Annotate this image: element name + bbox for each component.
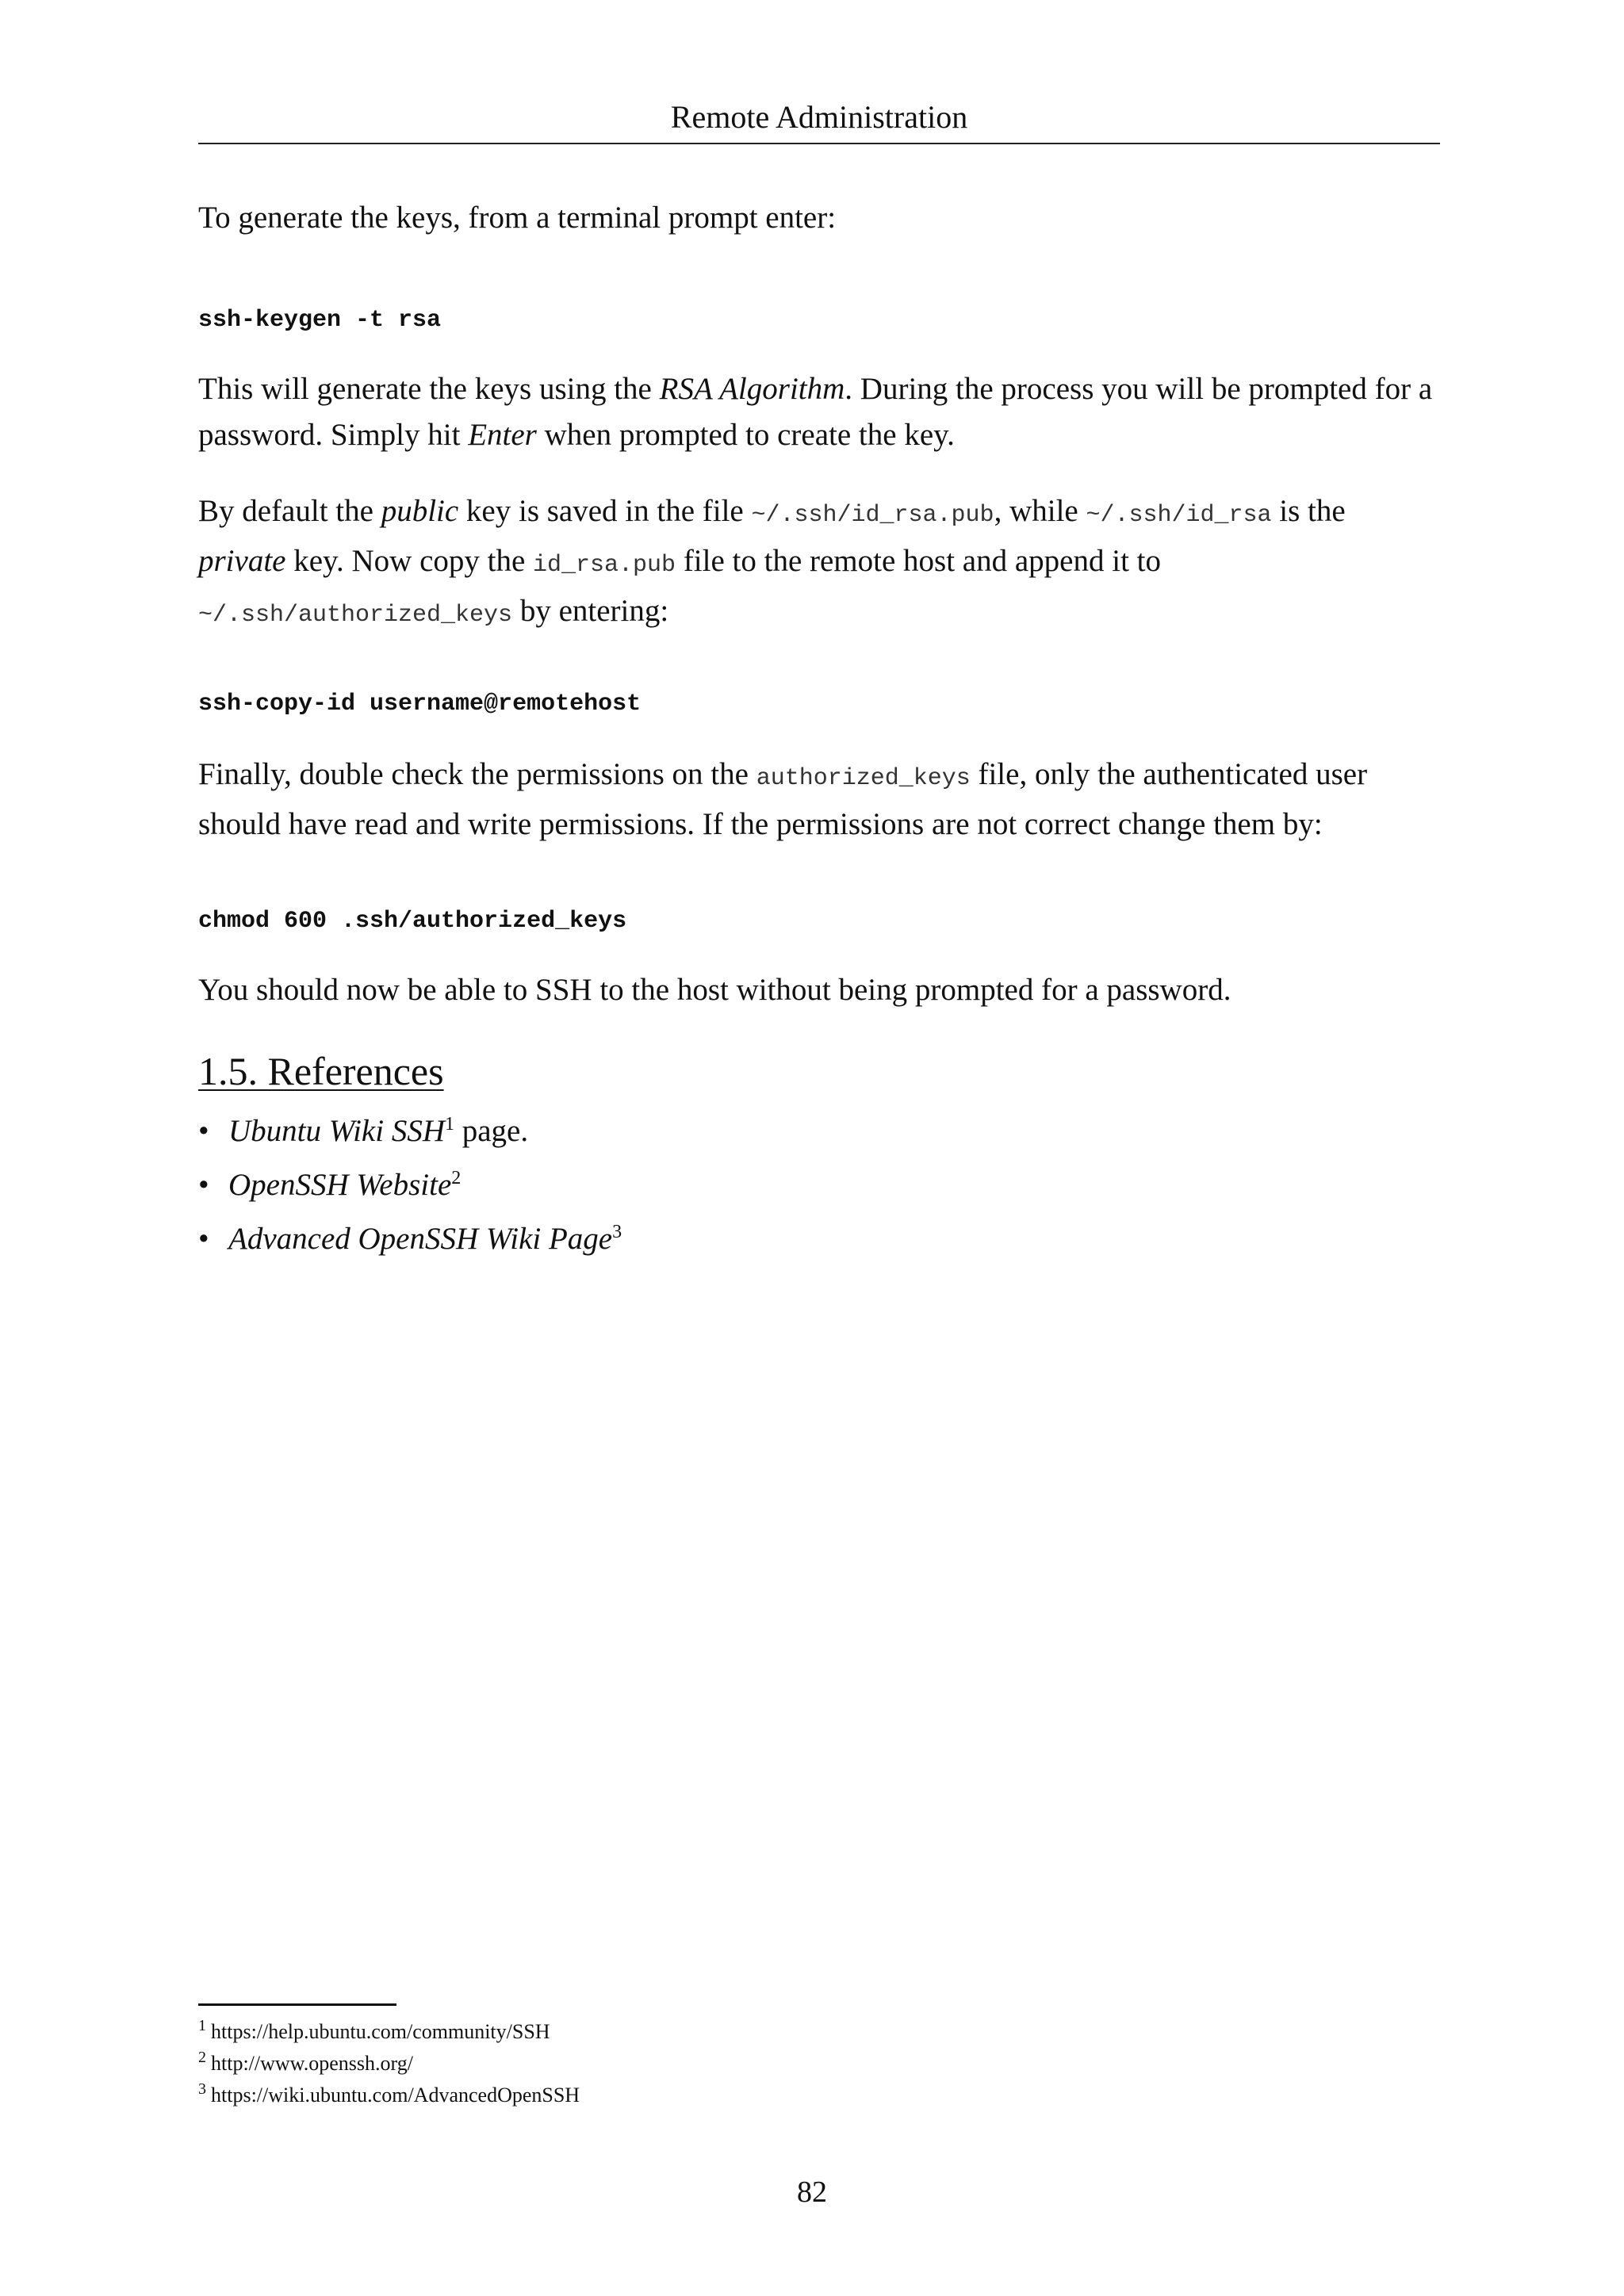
footnotes bbox=[198, 2016, 580, 2111]
footnote-divider bbox=[198, 2003, 396, 2006]
bullet: • bbox=[198, 1222, 209, 1256]
inline-code-privkey-path: ~/.ssh/id_rsa bbox=[1086, 502, 1272, 529]
page-number: 82 bbox=[797, 2175, 827, 2209]
text: Finally, double check the permissions on the bbox=[198, 757, 756, 791]
inline-code-authorized-keys: authorized_keys bbox=[756, 765, 971, 792]
footnote bbox=[198, 2080, 580, 2111]
text: by entering: bbox=[512, 594, 669, 628]
text: when prompted to create the key. bbox=[536, 418, 955, 452]
footnote bbox=[198, 2048, 580, 2080]
text: is the bbox=[1271, 494, 1346, 528]
footnote-number: 2 bbox=[198, 2049, 206, 2067]
code-chmod: chmod 600 .ssh/authorized_keys bbox=[198, 908, 627, 935]
reference-item[interactable] bbox=[198, 1216, 622, 1270]
text: This will generate the keys using the bbox=[198, 372, 660, 406]
reference-link[interactable]: OpenSSH Website bbox=[228, 1168, 452, 1202]
text: key. Now copy the bbox=[285, 544, 534, 578]
header-divider bbox=[198, 143, 1440, 144]
section-heading: 1.5. References bbox=[198, 1049, 444, 1093]
running-header: Remote Administration bbox=[670, 99, 968, 135]
bullet: • bbox=[198, 1114, 209, 1148]
paragraph-intro: To generate the keys, from a terminal prompt enter: bbox=[198, 201, 837, 235]
footnote-url[interactable]: https://help.ubuntu.com/community/SSH bbox=[211, 2020, 550, 2043]
reference-link[interactable]: Ubuntu Wiki SSH bbox=[228, 1114, 445, 1148]
footnote-number: 1 bbox=[198, 2017, 206, 2035]
text: . During the process you will be prompted for a password. Simply hit bbox=[198, 372, 1433, 452]
text: file to the remote host and append it to bbox=[676, 544, 1161, 578]
inline-code-id-rsa-pub: id_rsa.pub bbox=[533, 552, 676, 579]
code-ssh-keygen: ssh-keygen -t rsa bbox=[198, 307, 442, 334]
footnote-url[interactable]: https://wiki.ubuntu.com/AdvancedOpenSSH bbox=[211, 2084, 580, 2107]
reference-link[interactable]: Advanced OpenSSH Wiki Page bbox=[228, 1222, 613, 1256]
footnote bbox=[198, 2016, 580, 2048]
footnote-url[interactable]: http://www.openssh.org/ bbox=[211, 2052, 413, 2075]
emphasis-rsa-algorithm: RSA Algorithm bbox=[659, 372, 845, 406]
bullet: • bbox=[198, 1168, 209, 1202]
emphasis-enter: Enter bbox=[468, 418, 537, 452]
emphasis-public: public bbox=[381, 494, 459, 528]
code-ssh-copy-id: ssh-copy-id username@remotehost bbox=[198, 691, 642, 718]
footnote-ref: 3 bbox=[612, 1222, 622, 1242]
paragraph-conclusion: You should now be able to SSH to the host without being prompted for a password. bbox=[198, 973, 1231, 1007]
reference-item[interactable] bbox=[198, 1108, 622, 1162]
footnote-ref: 2 bbox=[451, 1168, 462, 1188]
footnote-ref: 1 bbox=[444, 1114, 454, 1135]
emphasis-private: private bbox=[198, 544, 286, 578]
references-list bbox=[198, 1108, 622, 1270]
text: key is saved in the file bbox=[458, 494, 752, 528]
reference-item[interactable] bbox=[198, 1162, 622, 1216]
paragraph-permissions bbox=[198, 752, 1440, 848]
paragraph-default-keys bbox=[198, 488, 1440, 638]
text: By default the bbox=[198, 494, 381, 528]
text: file, only the authenticated user should have read and write permissions. If the permissions are not correct change them by: bbox=[198, 757, 1368, 841]
paragraph-rsa bbox=[198, 366, 1440, 458]
text: , while bbox=[994, 494, 1086, 528]
footnote-number: 3 bbox=[198, 2080, 206, 2099]
inline-code-pubkey-path: ~/.ssh/id_rsa.pub bbox=[751, 502, 994, 529]
reference-suffix: page. bbox=[454, 1114, 529, 1148]
inline-code-authorized-keys-path: ~/.ssh/authorized_keys bbox=[198, 602, 513, 629]
